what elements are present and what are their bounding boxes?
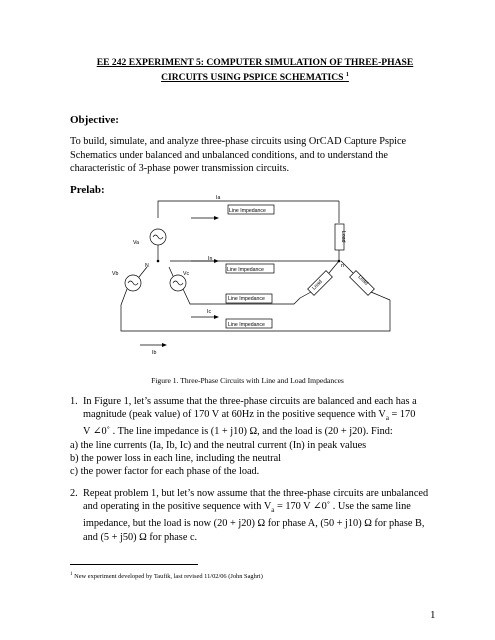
arrowhead-ib: [162, 343, 167, 347]
node-n: [338, 260, 341, 263]
label-N: N: [145, 263, 149, 269]
problem-2: [70, 487, 440, 544]
footnote-mark: 1: [70, 572, 73, 577]
load-b-to-wire: [371, 292, 390, 300]
figure-caption: Figure 1. Three-Phase Circuits with Line and Load Impedances: [151, 376, 344, 385]
problem-2-line-2-end: = 170 V ∠0˚ . Use the same line: [274, 501, 411, 513]
title-line-1: EE 242 EXPERIMENT 5: COMPUTER SIMULATION OF THREE-PHASE: [96, 57, 414, 68]
problem-1-line-2-end: = 170: [388, 409, 416, 421]
problem-2-line-4: and (5 + j50) Ω for phase c.: [83, 531, 198, 543]
problem-1-va-subscript: a: [385, 414, 389, 423]
label-vc: Vc: [183, 271, 190, 277]
node-N: [157, 260, 160, 263]
title-line-2-text: CIRCUITS USING PSPICE SCHEMATICS: [161, 72, 344, 84]
label-ib: Ib: [152, 350, 157, 356]
problem-1-line-1: In Figure 1, let’s assume that the three-phase circuits are balanced and each has a: [83, 396, 417, 407]
label-load-a: Load: [340, 231, 346, 243]
vc-sine-icon: [173, 281, 183, 285]
footnote-divider: [70, 564, 198, 565]
label-line-imp-c: Line Impedance: [228, 296, 265, 302]
n-to-load-c: [329, 261, 339, 273]
problem-2-va-subscript: a: [271, 506, 275, 515]
label-in: In: [208, 256, 213, 262]
problem-1-line-2: [83, 408, 440, 425]
label-load-c: Load: [311, 279, 324, 292]
problem-1: [70, 395, 440, 478]
label-ia: Ia: [216, 195, 221, 201]
wire-c-to-load: [270, 298, 300, 304]
label-line-imp-b: Line Impedance: [228, 322, 265, 328]
arrowhead-in: [214, 259, 219, 263]
load-c-to-wire: [300, 292, 311, 298]
title-footnote-mark: 1: [345, 72, 349, 78]
problem-1-item-b: b) the power loss in each line, including the neutral: [70, 452, 282, 464]
footnote-text: New experiment developed by Taufik, last revised 11/02/06 (John Saghri): [72, 573, 263, 581]
problem-2-number: 2.: [70, 488, 78, 499]
label-line-imp-a: Line Impedance: [229, 208, 266, 214]
problem-1-line-2-text: magnitude (peak value) of 170 V at 60Hz in the positive sequence with V: [83, 409, 386, 421]
problem-2-line-2: [83, 500, 440, 517]
problem-1-items: [70, 439, 440, 479]
problem-2-line-3: impedance, but the load is now (20 + j20) Ω for phase A, (50 + j10) Ω for phase B,: [83, 518, 425, 530]
label-vb: Vb: [112, 271, 119, 277]
footnote: [70, 572, 263, 580]
objective-text: To build, simulate, and analyze three-phase circuits using OrCAD Capture Pspice Schematics under balanced and unbalanced conditions, and to understand the characteristic of 3-phase power transmission circuits.: [70, 136, 407, 174]
problem-1-item-c: c) the power factor for each phase of the load.: [70, 466, 260, 478]
objective-heading: Objective:: [70, 114, 119, 126]
vb-sine-icon: [128, 281, 138, 285]
problem-1-number: 1.: [70, 396, 78, 407]
label-n: n: [341, 263, 344, 269]
arrowhead-ia: [214, 216, 219, 220]
label-load-b: Load: [356, 274, 369, 287]
wire-a-left: [158, 201, 226, 218]
problem-1-line-3: V ∠0˚ . The line impedance is (1 + j10) Ω, and the load is (20 + j20). Find:: [83, 426, 393, 438]
wire-c: [183, 289, 226, 304]
problem-2-line-2-text: and operating in the positive sequence with V: [83, 501, 272, 513]
label-ic: Ic: [207, 309, 212, 315]
problem-2-line-1: Repeat problem 1, but let’s now assume that the three-phase circuits are unbalanced: [83, 488, 429, 499]
arrowhead-ic: [214, 315, 219, 319]
prelab-heading: Prelab:: [70, 184, 105, 196]
page-number: 1: [430, 609, 436, 621]
label-va: Va: [133, 240, 139, 246]
N-to-vc: [169, 267, 173, 276]
problem-1-item-a: a) the line currents (Ia, Ib, Ic) and the neutral current (In) in peak values: [70, 439, 367, 451]
label-line-imp-n: Line Impedance: [227, 267, 264, 273]
va-sine-icon: [153, 235, 163, 239]
